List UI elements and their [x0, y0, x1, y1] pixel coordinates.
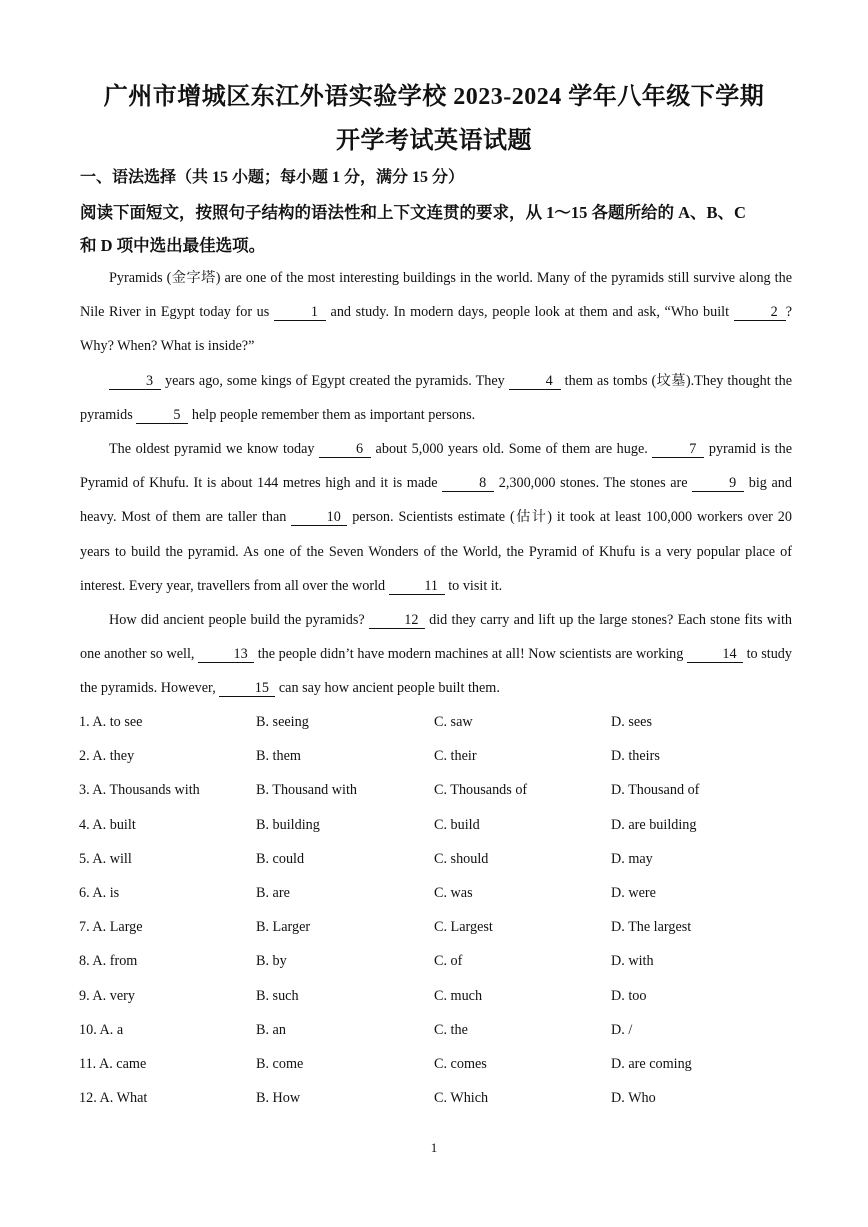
- blank-3: 3: [109, 373, 161, 390]
- option-d[interactable]: D. theirs: [611, 748, 660, 765]
- question-row: [79, 876, 799, 910]
- option-c[interactable]: C. build: [434, 816, 480, 833]
- blank-12: 12: [369, 612, 425, 629]
- option-a[interactable]: 10. A. a: [79, 1021, 124, 1038]
- blank-7: 7: [652, 441, 704, 458]
- option-d[interactable]: D. are coming: [611, 1055, 692, 1072]
- option-c[interactable]: C. Largest: [434, 919, 493, 936]
- passage-paragraph-3: [80, 432, 792, 603]
- passage-text: the people didn’t have modern machines at all! Now scientists are working: [254, 646, 687, 663]
- section-heading: 一、语法选择（共 15 小题；每小题 1 分，满分 15 分）: [80, 169, 465, 186]
- blank-10: 10: [291, 509, 347, 526]
- instruction-line1: 阅读下面短文，按照句子结构的语法性和上下文连贯的要求，从 1～15 各题所给的 A、B、C: [80, 203, 746, 222]
- question-row: [79, 739, 799, 773]
- passage-text: person. Scientists estimate (估计) it took at least 100,000 workers over 20 years to build the pyramid. As one of the Seven Wonders of the World, the Pyramid of Khufu is a very popular place of interest. Every year, travellers from all over the world: [80, 509, 792, 594]
- blank-6: 6: [319, 441, 371, 458]
- option-a[interactable]: 3. A. Thousands with: [79, 782, 200, 799]
- passage-text: did they carry and lift up the large stones? Each stone fits with one another so well,: [80, 612, 792, 663]
- blank-14: 14: [687, 646, 743, 663]
- option-a[interactable]: 12. A. What: [79, 1090, 148, 1107]
- option-c[interactable]: C. much: [434, 987, 483, 1004]
- option-d[interactable]: D. /: [611, 1021, 633, 1038]
- blank-9: 9: [692, 475, 744, 492]
- passage-text: help people remember them as important persons.: [188, 406, 476, 423]
- question-row: [79, 705, 799, 739]
- passage-text: years ago, some kings of Egypt created the pyramids. They: [161, 372, 509, 389]
- option-d[interactable]: D. sees: [611, 714, 652, 730]
- passage-text: pyramid is the Pyramid of Khufu. It is about 144 metres high and it is made: [80, 441, 792, 492]
- question-row: [79, 1047, 799, 1081]
- option-d[interactable]: D. were: [611, 884, 656, 901]
- question-row: [79, 1013, 799, 1047]
- option-d[interactable]: D. may: [611, 850, 653, 867]
- option-c[interactable]: C. comes: [434, 1055, 487, 1072]
- option-b[interactable]: B. could: [256, 850, 305, 867]
- passage-text: them as tombs (坟墓).They thought the pyramids: [80, 372, 792, 423]
- option-a[interactable]: 9. A. very: [79, 987, 135, 1004]
- exam-title-line2: 开学考试英语试题: [336, 128, 532, 154]
- passage-text: and study. In modern days, people look at them and ask, “Who built: [325, 304, 734, 321]
- option-c[interactable]: C. should: [434, 850, 489, 867]
- passage-text: Pyramids (金字塔) are one of the most interesting buildings in the world. Many of the pyramids still survive along the Nile River in Egypt today for us: [80, 270, 792, 321]
- question-row: [79, 842, 799, 876]
- option-a[interactable]: 6. A. is: [79, 884, 120, 901]
- option-b[interactable]: B. Thousand with: [256, 782, 358, 799]
- option-c[interactable]: C. their: [434, 748, 477, 765]
- passage-text: big and heavy. Most of them are taller than: [80, 475, 792, 526]
- blank-1: 1: [274, 304, 326, 321]
- answer-options: [79, 705, 799, 1115]
- question-row: [79, 944, 799, 978]
- option-c[interactable]: C. saw: [434, 714, 473, 730]
- option-d[interactable]: D. The largest: [611, 919, 692, 936]
- option-d[interactable]: D. too: [611, 987, 647, 1004]
- option-b[interactable]: B. seeing: [256, 714, 309, 730]
- question-row: [79, 808, 799, 842]
- option-a[interactable]: 8. A. from: [79, 953, 138, 970]
- option-c[interactable]: C. of: [434, 953, 463, 970]
- option-b[interactable]: B. by: [256, 953, 287, 970]
- instruction-line2: 和 D 项中选出最佳选项。: [80, 236, 266, 255]
- passage-text: ? Why? When? What is inside?”: [80, 304, 792, 355]
- option-b[interactable]: B. an: [256, 1021, 286, 1038]
- exam-title-line1: 广州市增城区东江外语实验学校 2023-2024 学年八年级下学期: [103, 84, 765, 110]
- passage-paragraph-2: [80, 364, 792, 432]
- option-b[interactable]: B. How: [256, 1090, 301, 1107]
- option-b[interactable]: B. Larger: [256, 919, 311, 936]
- passage-text: The oldest pyramid we know today: [109, 441, 320, 458]
- blank-15: 15: [219, 680, 275, 697]
- passage-paragraph-4: [80, 603, 792, 706]
- option-b[interactable]: B. are: [256, 884, 290, 901]
- blank-11: 11: [389, 578, 445, 595]
- option-c[interactable]: C. was: [434, 884, 473, 901]
- option-a[interactable]: 11. A. came: [79, 1055, 147, 1072]
- option-a[interactable]: 5. A. will: [79, 850, 132, 867]
- option-c[interactable]: C. the: [434, 1021, 468, 1038]
- option-b[interactable]: B. building: [256, 816, 320, 833]
- option-d[interactable]: D. Thousand of: [611, 782, 700, 799]
- question-row: [79, 979, 799, 1013]
- option-d[interactable]: D. Who: [611, 1090, 656, 1107]
- passage-text: How did ancient people build the pyramids?: [109, 612, 369, 629]
- passage-text: about 5,000 years old. Some of them are huge.: [371, 441, 653, 458]
- passage-paragraph-1: [80, 261, 792, 364]
- option-b[interactable]: B. them: [256, 748, 301, 765]
- option-b[interactable]: B. come: [256, 1055, 304, 1072]
- option-a[interactable]: 4. A. built: [79, 816, 136, 833]
- passage-text: can say how ancient people built them.: [275, 680, 500, 697]
- option-a[interactable]: 1. A. to see: [79, 714, 143, 730]
- option-c[interactable]: C. Which: [434, 1090, 489, 1107]
- page-number: 1: [430, 1140, 438, 1155]
- blank-4: 4: [509, 373, 561, 390]
- passage-text: to study the pyramids. However,: [80, 646, 792, 697]
- option-a[interactable]: 7. A. Large: [79, 919, 143, 936]
- option-d[interactable]: D. with: [611, 953, 654, 970]
- blank-13: 13: [198, 646, 254, 663]
- option-a[interactable]: 2. A. they: [79, 748, 135, 765]
- question-row: [79, 1081, 799, 1115]
- question-row: [79, 910, 799, 944]
- passage-text: 2,300,000 stones. The stones are: [494, 475, 693, 492]
- option-c[interactable]: C. Thousands of: [434, 782, 528, 799]
- blank-2: 2: [734, 304, 786, 321]
- passage-text: to visit it.: [444, 577, 503, 594]
- option-d[interactable]: D. are building: [611, 816, 697, 833]
- option-b[interactable]: B. such: [256, 987, 299, 1004]
- reading-passage: [80, 261, 792, 706]
- blank-8: 8: [442, 475, 494, 492]
- question-row: [79, 773, 799, 807]
- blank-5: 5: [136, 407, 188, 424]
